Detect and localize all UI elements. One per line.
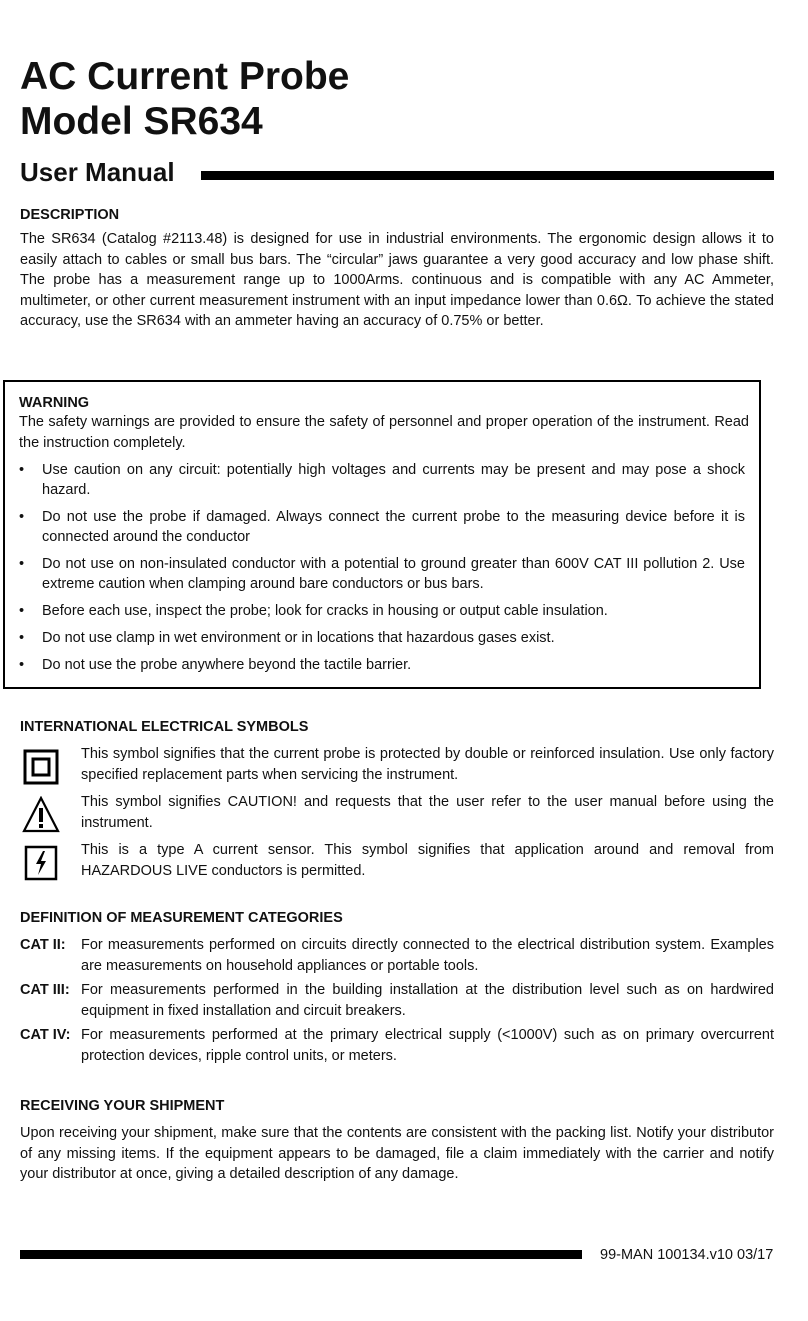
subtitle-row bbox=[20, 156, 774, 188]
symbols-heading: INTERNATIONAL ELECTRICAL SYMBOLS bbox=[20, 719, 309, 735]
list-item-text: Before each use, inspect the probe; look for cracks in housing or output cable insulation. bbox=[42, 603, 608, 619]
category-row bbox=[20, 980, 774, 1021]
bullet-icon: • bbox=[19, 556, 25, 572]
category-label: CAT III: bbox=[20, 982, 70, 998]
symbol-row-double-insulation bbox=[20, 744, 774, 792]
list-item-text: Do not use the probe anywhere beyond the tactile barrier. bbox=[42, 657, 412, 673]
list-item bbox=[19, 601, 745, 621]
receiving-body: Upon receiving your shipment, make sure that the contents are consistent with the packing list. Notify your distributor of any missing items. If the equipment appears to be damaged, file a claim immediately with the carrier and notify your distributor at once, giving a detailed description of any damage. bbox=[20, 1125, 774, 1182]
description-body: The SR634 (Catalog #2113.48) is designed for use in industrial environments. The ergonomic design allows it to easily attach to cables or small bus bars. The “circular” jaws guarantee a very good accuracy and low phase shift. The probe has a measurement range up to 1000Arms. continuous and is compatible with any AC Ammeter, multimeter, or other current measurement instrument with an input impedance lower than 0.6Ω. To achieve the stated accuracy, use the SR634 with an ammeter having an accuracy of 0.75% or better. bbox=[20, 231, 774, 329]
list-item bbox=[19, 628, 745, 648]
bullet-icon: • bbox=[19, 657, 25, 673]
caution-triangle-icon bbox=[22, 796, 60, 834]
list-item-text: Do not use clamp in wet environment or in locations that hazardous gases exist. bbox=[42, 630, 555, 646]
list-item bbox=[19, 554, 745, 594]
bullet-icon: • bbox=[19, 462, 25, 478]
type-a-sensor-icon bbox=[22, 844, 60, 882]
list-item-text: Do not use on non-insulated conductor with a potential to ground greater than 600V CAT III pollution 2. Use extreme caution when clamping around bare conductors or bus bars. bbox=[42, 556, 745, 592]
category-row bbox=[20, 935, 774, 976]
symbols-section bbox=[20, 718, 774, 888]
warning-intro: The safety warnings are provided to ensure the safety of personnel and proper operation of the instrument. Read the instruction completely. bbox=[19, 414, 749, 451]
bullet-icon: • bbox=[19, 509, 25, 525]
categories-heading: DEFINITION OF MEASUREMENT CATEGORIES bbox=[20, 910, 343, 926]
warning-list bbox=[19, 460, 745, 675]
list-item bbox=[19, 655, 745, 675]
category-text: For measurements performed at the primary electrical supply (<1000V) such as on primary overcurrent protection devices, ripple control units, or meters. bbox=[81, 1027, 774, 1064]
warning-box bbox=[3, 380, 761, 689]
description-section bbox=[20, 206, 774, 332]
subtitle-divider bbox=[201, 171, 774, 180]
double-insulation-icon bbox=[22, 748, 60, 786]
list-item bbox=[19, 507, 745, 547]
symbol-text: This symbol signifies CAUTION! and requests that the user refer to the user manual before using the instrument. bbox=[81, 794, 774, 831]
list-item bbox=[19, 460, 745, 500]
page-subtitle: User Manual bbox=[20, 157, 175, 187]
footer-doc-code: 99-MAN 100134.v10 03/17 bbox=[600, 1247, 774, 1263]
symbol-row-caution bbox=[20, 792, 774, 840]
category-row bbox=[20, 1025, 774, 1066]
list-item-text: Do not use the probe if damaged. Always connect the current probe to the measuring device before it is connected around the conductor bbox=[42, 509, 745, 545]
bullet-icon: • bbox=[19, 603, 25, 619]
symbol-text: This is a type A current sensor. This symbol signifies that application around and removal from HAZARDOUS LIVE conductors is permitted. bbox=[81, 842, 774, 879]
categories-section bbox=[20, 909, 774, 1070]
category-text: For measurements performed on circuits directly connected to the electrical distribution system. Examples are measurements on household appliances or portable tools. bbox=[81, 937, 774, 974]
receiving-heading: RECEIVING YOUR SHIPMENT bbox=[20, 1098, 225, 1114]
receiving-section bbox=[20, 1097, 774, 1185]
title-line-1: AC Current Probe bbox=[20, 55, 350, 98]
category-text: For measurements performed in the building installation at the distribution level such as on hardwired equipment in fixed installation and circuit breakers. bbox=[81, 982, 774, 1019]
symbol-text: This symbol signifies that the current probe is protected by double or reinforced insulation. Use only factory specified replacement parts when servicing the instrument. bbox=[81, 746, 774, 783]
category-label: CAT II: bbox=[20, 937, 66, 953]
symbol-row-type-a bbox=[20, 840, 774, 888]
description-heading: DESCRIPTION bbox=[20, 207, 120, 223]
category-label: CAT IV: bbox=[20, 1027, 71, 1043]
warning-heading: WARNING bbox=[19, 395, 90, 411]
list-item-text: Use caution on any circuit: potentially high voltages and currents may be present and may pose a shock hazard. bbox=[42, 462, 745, 498]
bullet-icon: • bbox=[19, 630, 25, 646]
footer-divider bbox=[20, 1250, 582, 1259]
title-line-2: Model SR634 bbox=[20, 100, 263, 143]
page-title bbox=[20, 54, 349, 144]
